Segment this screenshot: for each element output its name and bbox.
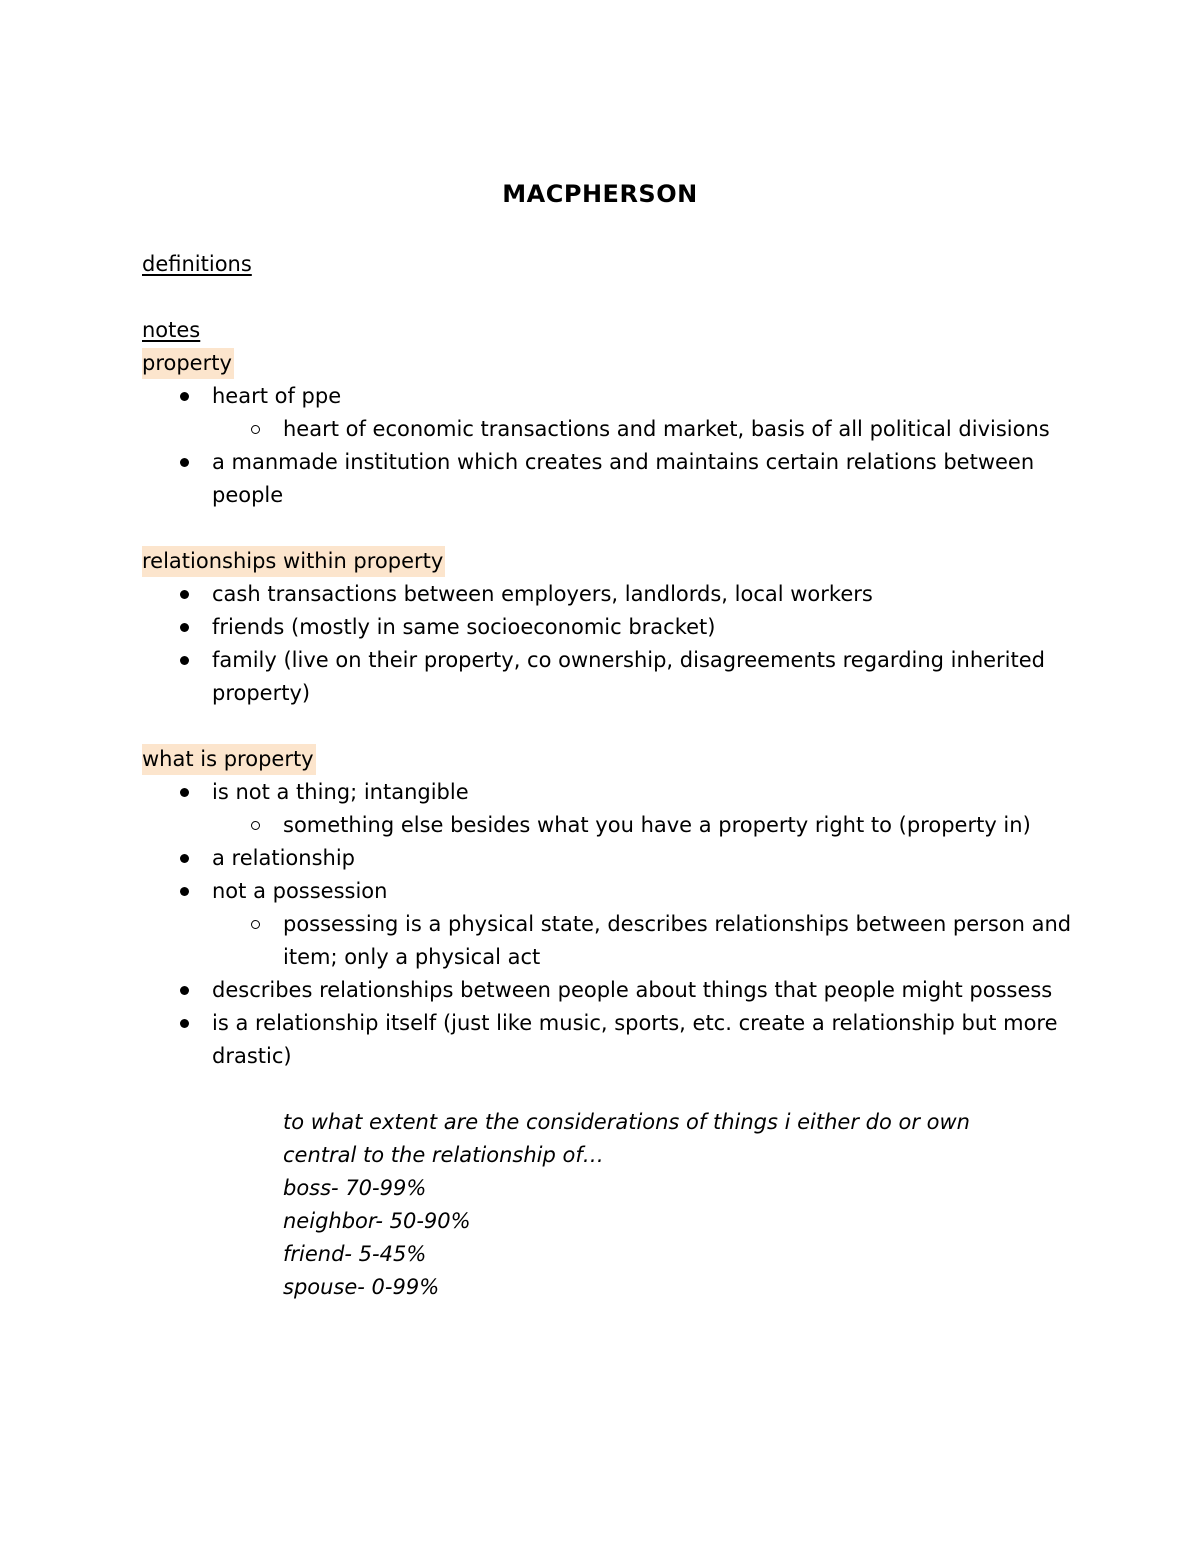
list-item: a manmade institution which creates and maintains certain relations between people [142,446,1072,512]
notes-heading: notes [142,318,201,342]
bullet-icon [180,1019,189,1028]
hollow-bullet-icon [251,821,260,830]
list-item: is not a thing; intangible [142,776,1072,809]
list-item: not a possession [142,875,1072,908]
list-item: a relationship [142,842,1072,875]
document-title: MACPHERSON [502,180,698,208]
bullet-icon [180,590,189,599]
note-line: boss- 70-99% [283,1176,427,1200]
list-item: describes relationships between people about things that people might possess [142,974,1072,1007]
section-heading: property [142,348,234,379]
list-item: heart of economic transactions and market, basis of all political divisions [142,413,1072,446]
bullet-icon [180,854,189,863]
italic-note [142,1106,1072,1304]
list-item: something else besides what you have a property right to (property in) [142,809,1072,842]
list-item: heart of ppe [142,380,1072,413]
bullet-icon [180,392,189,401]
list-item: cash transactions between employers, landlords, local workers [142,578,1072,611]
section-property [142,347,1072,512]
list-item: family (live on their property, co ownership, disagreements regarding inherited property) [142,644,1072,710]
definitions-heading: definitions [142,252,252,276]
bullet-icon [180,656,189,665]
bullet-list [142,776,1072,1073]
bullet-icon [180,986,189,995]
section-relationships-within-property [142,545,1072,710]
list-item: friends (mostly in same socioeconomic bracket) [142,611,1072,644]
bullet-icon [180,623,189,632]
bullet-list [142,380,1072,512]
note-line: spouse- 0-99% [283,1275,440,1299]
bullet-icon [180,788,189,797]
hollow-bullet-icon [251,425,260,434]
note-line: friend- 5-45% [283,1242,427,1266]
list-item: is a relationship itself (just like music, sports, etc. create a relationship but more drastic) [142,1007,1072,1073]
note-line: to what extent are the considerations of things i either do or own [283,1110,970,1134]
bullet-icon [180,458,189,467]
bullet-icon [180,887,189,896]
document-body [142,248,1072,1304]
hollow-bullet-icon [251,920,260,929]
list-item: possessing is a physical state, describes relationships between person and item; only a physical act [142,908,1072,974]
section-heading: relationships within property [142,546,445,577]
section-heading: what is property [142,744,316,775]
note-line: neighbor- 50-90% [283,1209,471,1233]
note-line: central to the relationship of… [283,1143,604,1167]
bullet-list [142,578,1072,710]
section-what-is-property [142,743,1072,1073]
